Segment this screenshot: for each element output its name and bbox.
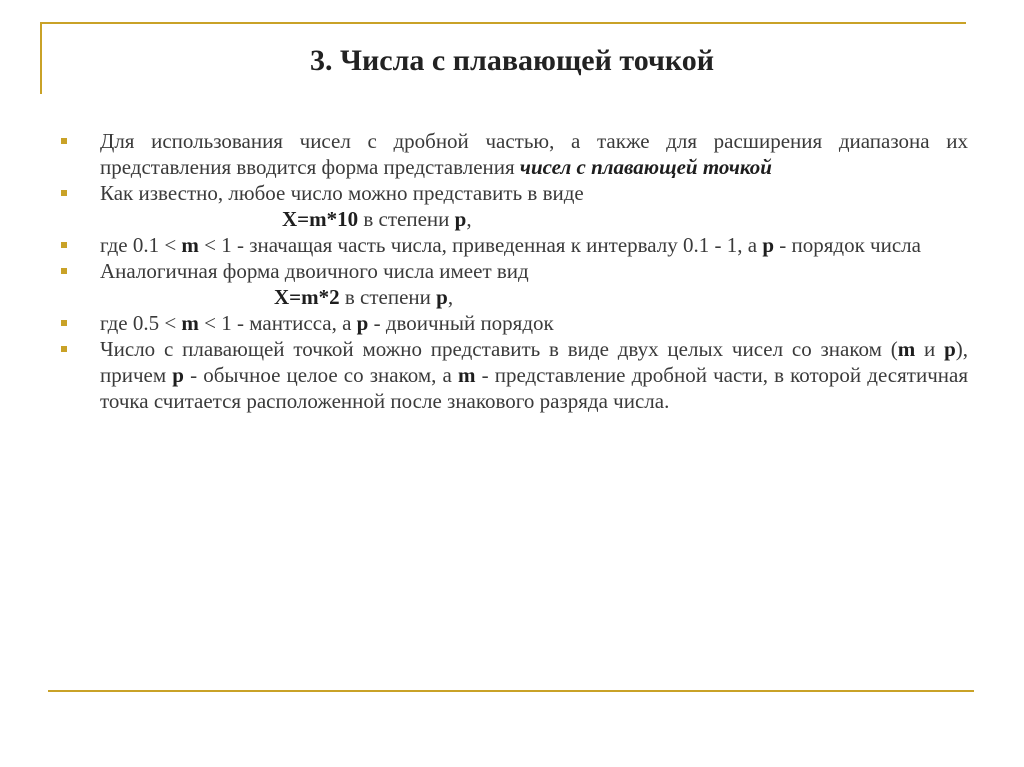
formula-text: в степени	[339, 285, 437, 309]
bullet-icon	[61, 320, 67, 326]
bullet-icon	[61, 346, 67, 352]
bullet-icon	[61, 138, 67, 144]
item-text: Как известно, любое число можно представить в виде	[100, 181, 584, 205]
item-text: где 0.1 <	[100, 233, 182, 257]
bullet-icon	[61, 242, 67, 248]
item-bold: m	[181, 233, 199, 257]
formula-bold: X=m*2	[274, 285, 340, 309]
formula-bold: X=m*10	[282, 207, 359, 231]
bullet-item-decimal-form	[58, 180, 968, 232]
bullet-item-binary-form	[58, 258, 968, 310]
bullet-item-fractional	[58, 128, 968, 180]
binary-formula	[100, 284, 968, 310]
slide-content	[58, 128, 968, 414]
item-text: - двоичный порядок	[368, 311, 554, 335]
item-text: где 0.5 <	[100, 311, 182, 335]
bullet-item-binary-mantissa	[58, 310, 968, 336]
item-text: Число с плавающей точкой можно представить в виде двух целых чисел со знаком (	[100, 337, 898, 361]
formula-end: ,	[447, 285, 454, 309]
item-text: - порядок числа	[774, 233, 921, 257]
item-text: Аналогичная форма двоичного числа имеет вид	[100, 259, 529, 283]
item-bold: m	[181, 311, 199, 335]
frame-top-line	[40, 22, 966, 24]
frame-bottom-line	[48, 690, 974, 692]
item-text: < 1 - мантисса, а	[198, 311, 357, 335]
item-bold: p	[944, 337, 956, 361]
item-bold: p	[762, 233, 775, 257]
formula-var: p	[436, 285, 448, 309]
bullet-icon	[61, 268, 67, 274]
formula-end: ,	[466, 207, 472, 231]
item-text: - представление дробной части, в которой десятичная точка считается расположенной после знакового разряда числа.	[100, 363, 968, 413]
bullet-icon	[61, 190, 67, 196]
bullet-item-decimal-mantissa	[58, 232, 968, 258]
formula-text: в степени	[358, 207, 455, 231]
item-text: Для использования чисел с дробной частью, а также для расширения диапазона их представления вводится форма представления	[100, 129, 968, 179]
decimal-formula	[100, 206, 968, 232]
formula-var: p	[454, 207, 467, 231]
item-text: и	[915, 337, 945, 361]
bullet-item-representation	[58, 336, 968, 414]
item-bold: p	[172, 363, 184, 387]
item-bold: p	[356, 311, 369, 335]
item-emphasis: чисел с плавающей точкой	[519, 155, 772, 179]
item-text: < 1 - значащая часть числа, приведенная к интервалу 0.1 - 1, а	[198, 233, 763, 257]
item-text: ), причем	[100, 337, 968, 387]
item-bold: m	[897, 337, 916, 361]
item-text: - обычное целое со знаком, а	[183, 363, 458, 387]
item-bold: m	[457, 363, 476, 387]
slide-title: 3. Числа с плавающей точкой	[309, 44, 715, 77]
